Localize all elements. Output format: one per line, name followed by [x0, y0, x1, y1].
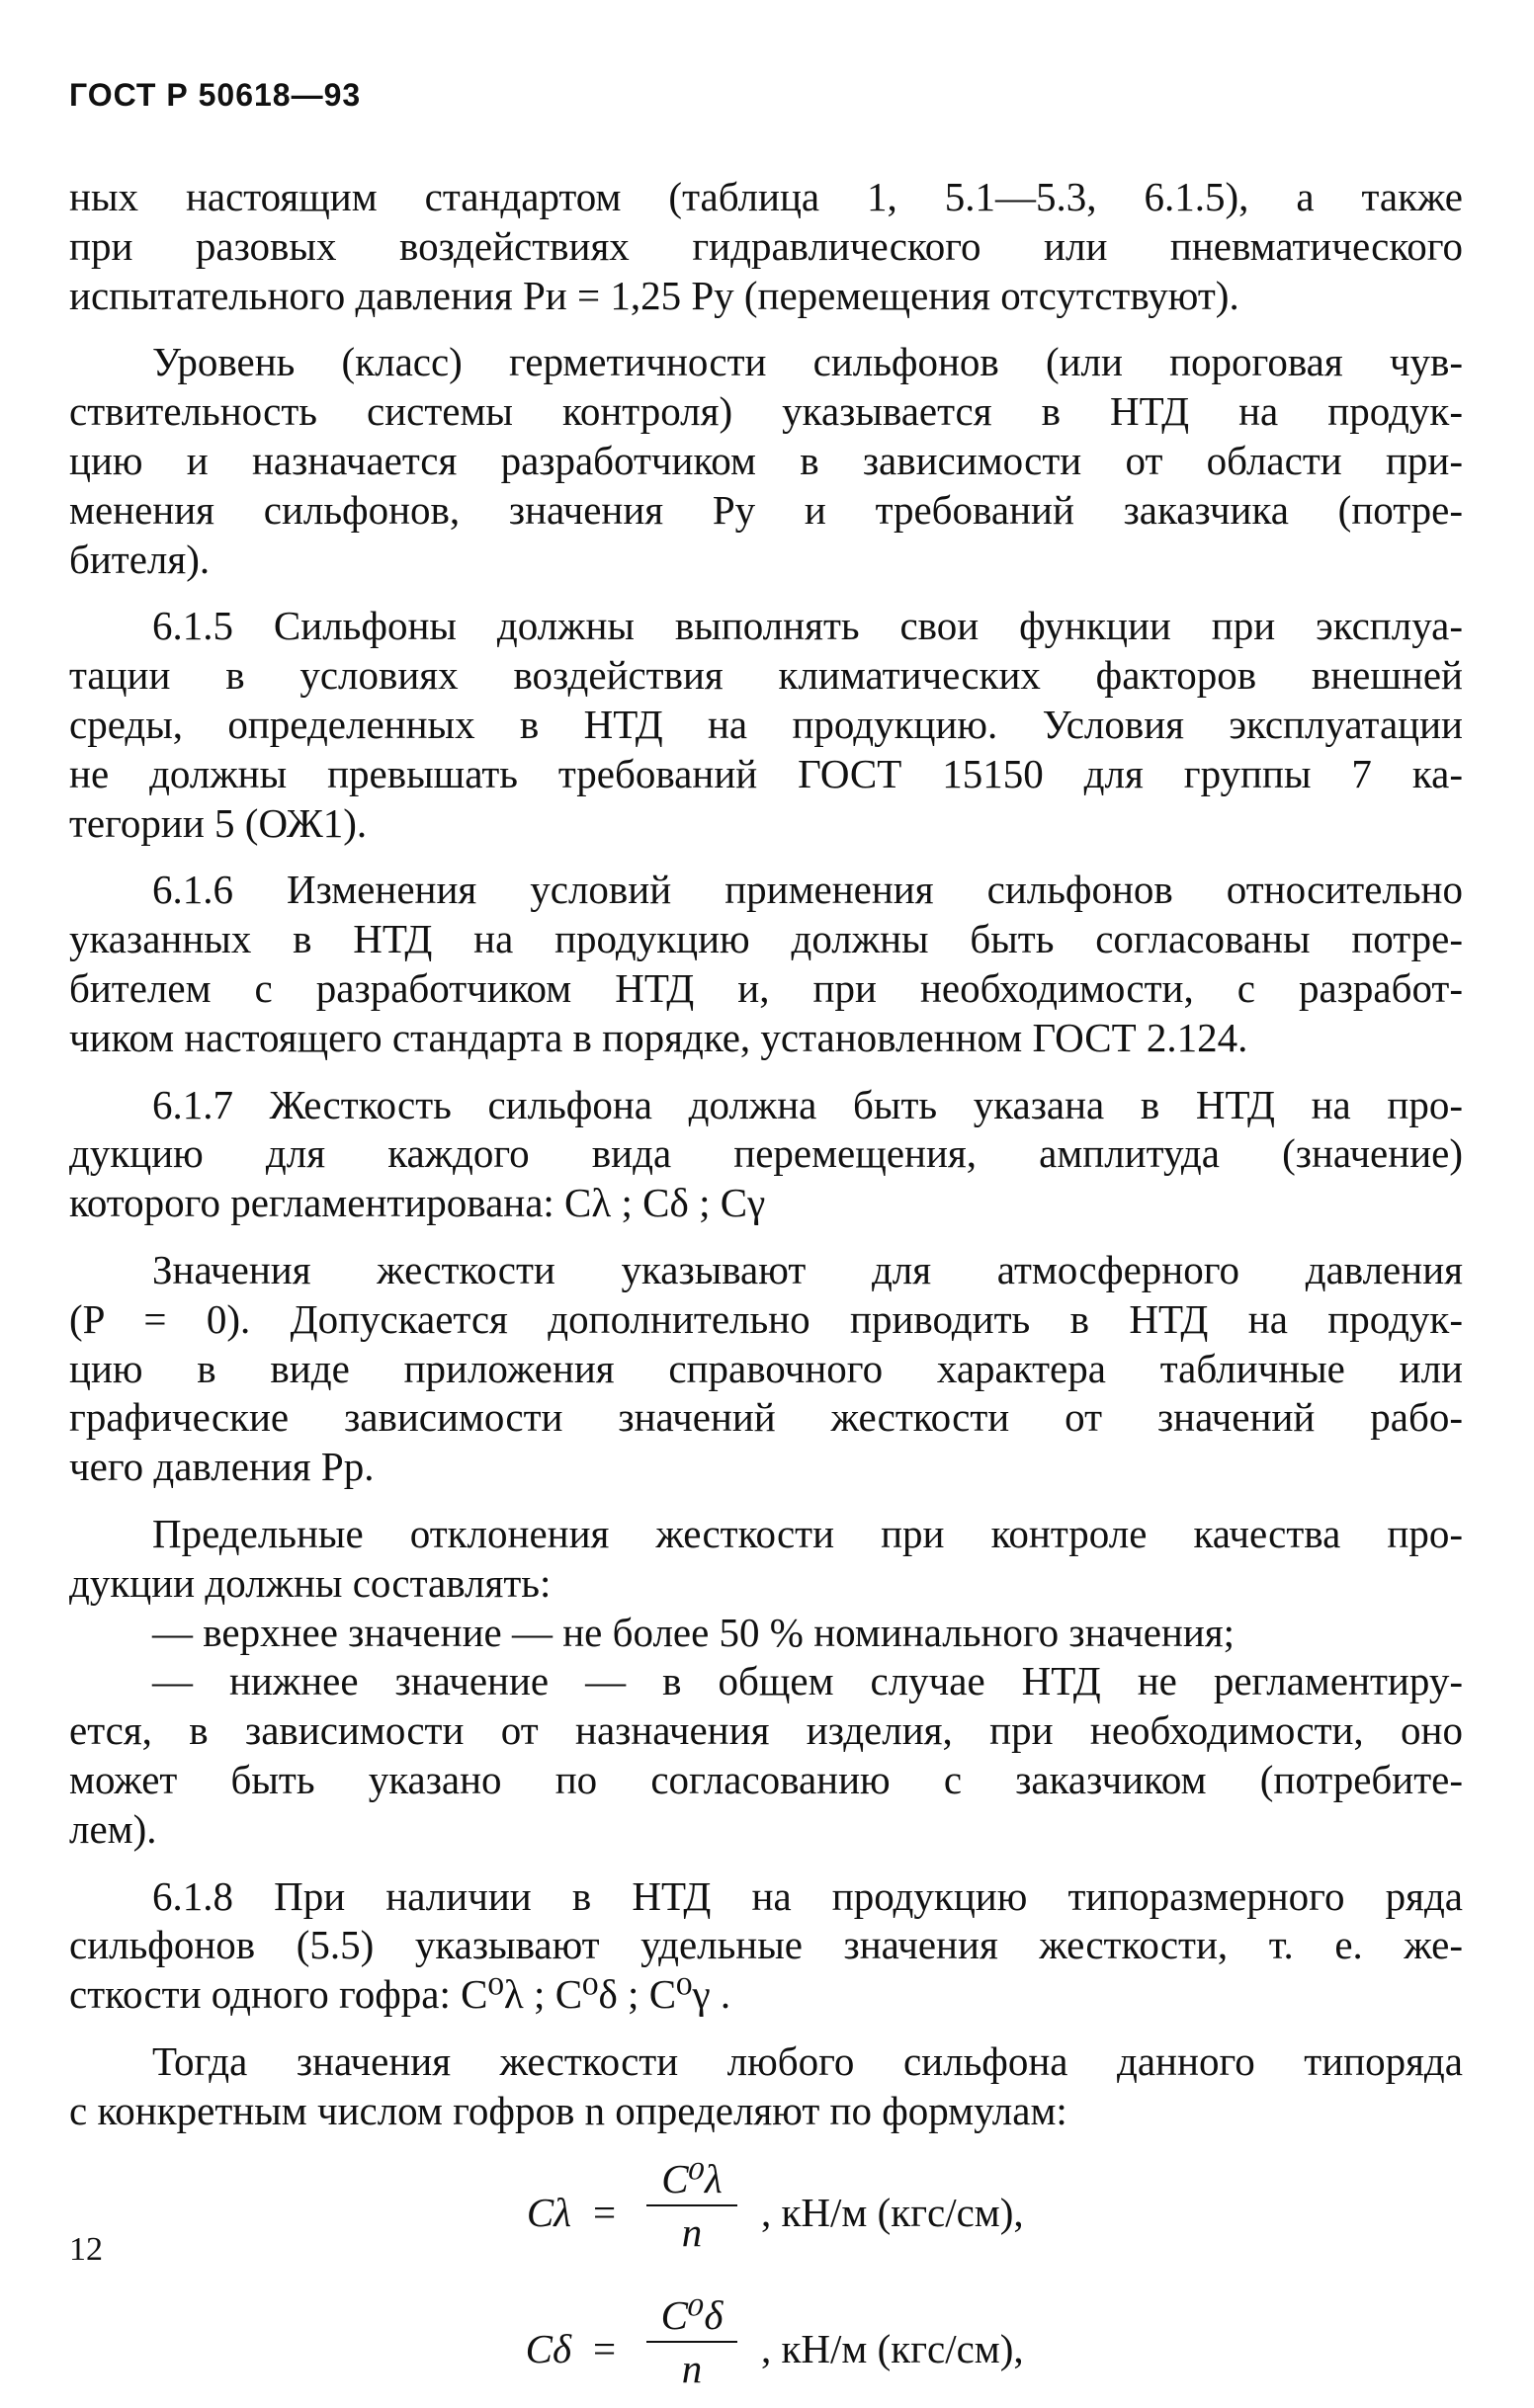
text-line: сткости одного гофра: C⁰λ ; C⁰δ ; C⁰γ . [69, 1971, 731, 2018]
text-line: (P = 0). Допускается дополнительно приводить в НТД на продук- [69, 1295, 1463, 1342]
text-line: — верхнее значение — не более 50 % номинального значения; [152, 1609, 1236, 1655]
formula-unit: , кН/м (кгс/см), [761, 2326, 1024, 2372]
text-line: дукцию для каждого вида перемещения, амплитуда (значение) [69, 1130, 1463, 1177]
paragraph-2 [69, 338, 1463, 584]
text-line: 6.1.6 Изменения условий применения сильфонов относительно [152, 867, 1463, 913]
paragraph-6-1-5 [69, 602, 1463, 848]
paragraph-1 [69, 173, 1463, 320]
text-line: Уровень (класс) герметичности сильфонов (или пороговая чув- [152, 339, 1463, 385]
text-line: цию и назначается разработчиком в зависимости от области при- [69, 437, 1463, 483]
text-line: — нижнее значение — в общем случае НТД не регламентиру- [152, 1658, 1463, 1704]
text-line: чего давления Pр. [69, 1444, 375, 1490]
text-line: лем). [69, 1805, 157, 1852]
text-line: Значения жесткости указывают для атмосферного давления [152, 1246, 1463, 1292]
fraction-numerator: C⁰δ [660, 2292, 724, 2339]
text-line: ных настоящим стандартом (таблица 1, 5.1—5.3, 6.1.5), а также [69, 174, 1463, 219]
text-line: тегории 5 (ОЖ1). [69, 799, 368, 846]
paragraph-6-1-8 [69, 1872, 1463, 2020]
text-line: указанных в НТД на продукцию должны быть согласованы потре- [69, 916, 1463, 962]
document-header: ГОСТ Р 50618—93 [69, 77, 362, 113]
formula-equals: = [593, 2190, 617, 2236]
text-line: Предельные отклонения жесткости при контроле качества про- [152, 1510, 1463, 1556]
text-line: 6.1.8 При наличии в НТД на продукцию типоразмерного ряда [152, 1872, 1463, 1919]
text-line: бителя). [69, 536, 211, 582]
text-line: бителем с разработчиком НТД и, при необходимости, с разработ- [69, 964, 1463, 1011]
formula-c-delta [69, 2289, 1463, 2408]
text-line: графические зависимости значений жесткости от значений рабо- [69, 1394, 1463, 1441]
text-line: при разовых воздействиях гидравлического или пневматического [69, 222, 1463, 269]
text-line: сильфонов (5.5) указывают удельные значения жесткости, т. е. же- [69, 1922, 1463, 1968]
text-line: ется, в зависимости от назначения изделия, при необходимости, оно [69, 1707, 1463, 1754]
formula-fraction [642, 2289, 741, 2394]
text-line: 6.1.5 Сильфоны должны выполнять свои функции при эксплуа- [152, 603, 1463, 649]
list-item-upper [69, 1609, 1463, 1658]
fraction-denominator: n [681, 2209, 703, 2256]
page-number: 12 [69, 2231, 103, 2268]
paragraph-6-1-7 [69, 1081, 1463, 1228]
text-line: дукции должны составлять: [69, 1559, 552, 1606]
text-line: которого регламентирована: Cλ ; Cδ ; Cγ [69, 1180, 766, 1226]
fraction-denominator: n [681, 2346, 703, 2392]
formula-lhs: Cλ [526, 2190, 571, 2236]
text-line: с конкретным числом гофров n определяют по формулам: [69, 2087, 1067, 2133]
text-line: может быть указано по согласованию с заказчиком (потребите- [69, 1756, 1463, 1802]
text-line: Тогда значения жесткости любого сильфона данного типоряда [152, 2037, 1463, 2084]
text-line: не должны превышать требований ГОСТ 15150 для группы 7 ка- [69, 750, 1463, 796]
text-line: 6.1.7 Жесткость сильфона должна быть указана в НТД на про- [152, 1081, 1463, 1127]
formula-fraction [642, 2153, 741, 2258]
document-page [69, 59, 1463, 2408]
formula-lhs: Cδ [525, 2326, 571, 2372]
text-line: испытательного давления Pи = 1,25 Pу (перемещения отсутствуют). [69, 272, 1239, 318]
text-line: менения сильфонов, значения Pу и требований заказчика (потре- [69, 486, 1463, 533]
text-line: тации в условиях воздействия климатических факторов внешней [69, 652, 1463, 699]
formula-c-lambda [69, 2153, 1463, 2272]
formula-unit: , кН/м (кгс/см), [761, 2190, 1024, 2236]
fraction-numerator: C⁰λ [661, 2156, 723, 2202]
text-line: чиком настоящего стандарта в порядке, установленном ГОСТ 2.124. [69, 1014, 1248, 1060]
paragraph-6-1-6 [69, 866, 1463, 1062]
text-line: среды, определенных в НТД на продукцию. Условия эксплуатации [69, 701, 1463, 747]
formula-equals: = [593, 2326, 617, 2372]
list-item-lower [69, 1657, 1463, 1854]
text-line: ствительность системы контроля) указывается в НТД на продук- [69, 388, 1463, 435]
text-line: цию в виде приложения справочного характера табличные или [69, 1345, 1463, 1391]
paragraph-formulas-intro [69, 2037, 1463, 2136]
paragraph-deviations [69, 1510, 1463, 1609]
paragraph-stiffness-values [69, 1246, 1463, 1492]
